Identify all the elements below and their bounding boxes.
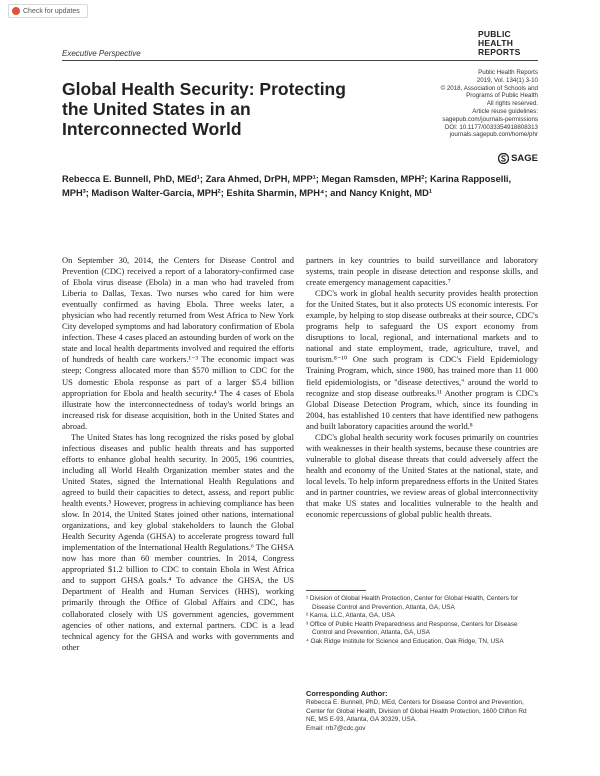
- paragraph: partners in key countries to build surveillance and laboratory systems, train people in disease detection and response skills, and create emergency management capacities.⁷: [306, 255, 538, 288]
- footnote-divider: [306, 590, 366, 591]
- journal-logo: PUBLIC HEALTH REPORTS: [478, 29, 521, 57]
- sage-logo: SAGE: [498, 153, 538, 164]
- footnote: ³ Office of Public Health Preparedness and Response, Centers for Disease Control and Prevention, Atlanta, GA, USA: [306, 620, 518, 637]
- body-column-left: [62, 255, 294, 653]
- article-title: Global Health Security: Protecting the United States in an Interconnected World: [62, 79, 346, 139]
- footnote: ² Karna, LLC, Atlanta, GA, USA: [306, 612, 395, 620]
- author-list: Rebecca E. Bunnell, PhD, MEd¹; Zara Ahmed, DrPH, MPP¹; Megan Ramsden, MPH²; Karina Rapposelli, MPH³; Madison Walter-Garcia, MPH²; Eshita Sharmin, MPH⁴; and Nancy Knight, MD¹: [62, 174, 512, 199]
- body-column-right: [306, 255, 538, 520]
- header-divider: [62, 60, 538, 61]
- publication-meta: Public Health Reports 2019, Vol. 134(1) 3-10 © 2018, Association of Schools and Programs of Public Health All rights reserved. Article reuse guidelines: sagepub.com/journals-permissions DOI: 10.1177/0033354918808313 journals.sagepub.com/home/phr: [440, 69, 538, 139]
- corresponding-heading: Corresponding Author:: [306, 689, 388, 698]
- sage-mark-icon: [498, 153, 509, 164]
- corresponding-email[interactable]: Email: rrb7@cdc.gov: [306, 724, 366, 732]
- corresponding-author: [306, 689, 538, 733]
- paragraph: CDC's work in global health security provides health protection for the United States, but it also protects US economic interests. For example, by helping to stop disease outbreaks at their source, CDC's programs help to safeguard the US export economy from disruptions to local, regional, and international markets and to national and state employment, trade, agriculture, travel, and tourism.⁸⁻¹⁰ One such program is CDC's Field Epidemiology Training Program, which, since 1980, has trained more than 11 000 field epidemiologists, or "disease detectives," around the world to recognize and stop disease outbreaks.¹¹ Another program is CDC's Global Disease Detection Program, which, since its founding in 2004, has established 10 centers that have identified new pathogens and built laboratory capacities around the world.⁸: [306, 288, 538, 431]
- footnote: ¹ Division of Global Health Protection, Center for Global Health, Centers for Disease Control and Prevention, Atlanta, GA, USA: [306, 595, 519, 611]
- section-label: Executive Perspective: [62, 49, 141, 58]
- affiliation-footnotes: [306, 595, 538, 647]
- corresponding-body: Rebecca E. Bunnell, PhD, MEd, Centers for Disease Control and Prevention, Center for Global Health, Division of Global Health Protection, 1600 Clifton Rd NE, MS E-93, Atlanta, GA 30329, USA.: [306, 699, 527, 724]
- footnote: ⁴ Oak Ridge Institute for Science and Education, Oak Ridge, TN, USA: [306, 637, 504, 645]
- check-for-updates-badge[interactable]: Check for updates: [8, 4, 88, 18]
- paragraph: The United States has long recognized the risks posed by global infectious diseases and public health threats and has supported efforts to enhance global health security. In 2005, 196 countries, including all World Health Organization member states and the United States, signed the International Health Regulations and agreed to build their capacities to detect, assess, and report public health events.⁵ However, progress in achieving compliance has been slow. In 2014, the United States joined other nations, international organizations, and key global stakeholders to launch the Global Health Security Agenda (GHSA) to accelerate progress toward full implementation of the International Health Regulations.⁶ The GHSA now has more than 60 member countries. In 2014, Congress appropriated $1.2 billion to CDC to contain Ebola in West Africa and to support GHSA goals.⁴ To advance the GHSA, the US Department of Health and Human Services (HHS), working primarily through the Office of Global Affairs and CDC, has collaborated closely with US government agencies, government agencies of other nations, and external partners. CDC is a lead technical agency for the GHSA and works with governments and other: [62, 431, 294, 652]
- paragraph: On September 30, 2014, the Centers for Disease Control and Prevention (CDC) received a report of a laboratory-confirmed case of Ebola virus disease (Ebola) in a man who had traveled from Liberia to Dallas, Texas. Two nurses who cared for him were eventually confirmed as having Ebola. Three weeks later, a physician who had recently returned from West Africa to New York City developed symptoms and had laboratory confirmation of Ebola infection. These 4 cases placed an astounding burden of work on the state and local health departments involved and required the efforts of hundreds of health care workers.¹⁻³ The economic impact was steep; Congress allocated more than $570 million to CDC for the US domestic Ebola response as part of a larger $5.4 billion appropriation for Ebola and health security.⁴ The 4 cases of Ebola illustrate how the interconnectedness of today's world brings an increased risk for disease acquisition, both in the United States and abroad.: [62, 255, 294, 431]
- crossmark-icon: [12, 7, 20, 15]
- paragraph: CDC's global health security work focuses primarily on countries with weaknesses in their health systems, because these countries are vulnerable to global disease threats that could adversely affect the health and economy of the United States at the national, state, and local levels. To help inform preparedness efforts in the United States and in partner countries, we review areas of global interconnectivity that make US states and localities vulnerable to the health and economic repercussions of global public health threats.: [306, 431, 538, 520]
